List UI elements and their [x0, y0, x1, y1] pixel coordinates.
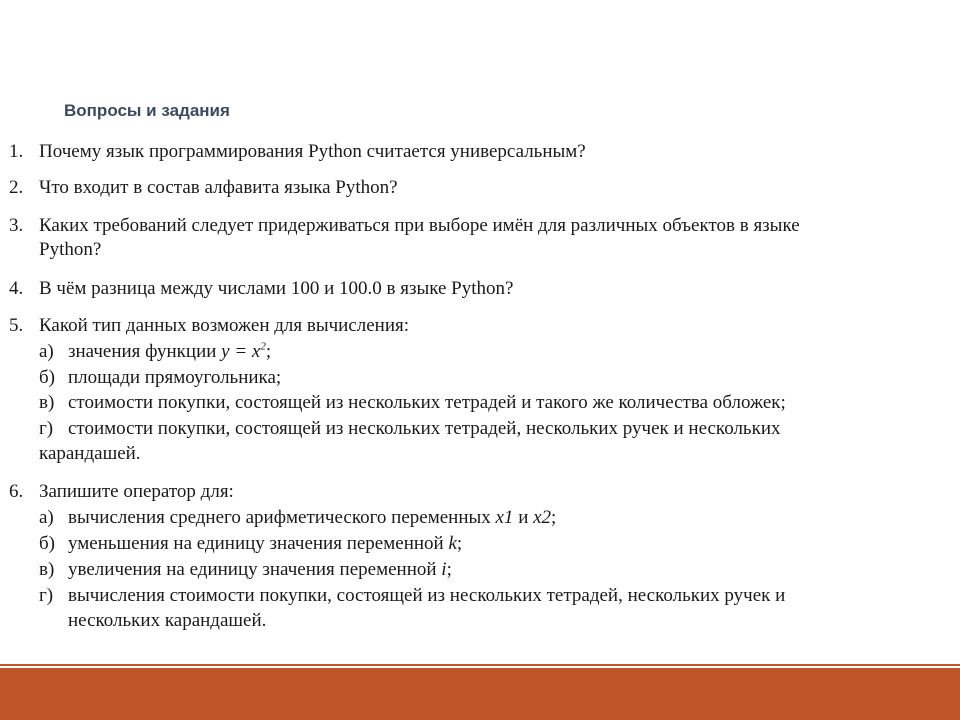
question-number: 1. [9, 141, 24, 162]
sub-item-text-line-2: нескольких карандашей. [68, 610, 267, 631]
sub-item-text: значения функции $y = x^2$; [68, 340, 272, 362]
sub-item-label: в) [39, 559, 55, 580]
sub-item-text: уменьшения на единицу значения переменной k; [68, 533, 463, 554]
variable-k: k [448, 533, 457, 554]
sub-item-label: в) [39, 392, 55, 413]
sub-item-label: г) [39, 418, 54, 439]
sub-item-text: площади прямоугольника; [68, 367, 282, 388]
question-number: 2. [9, 177, 24, 198]
sub-item-text-line-2: карандашей. [39, 443, 141, 464]
sub-item-label: б) [39, 367, 55, 388]
sub-item-text-line-1: стоимости покупки, состоящей из нескольких тетрадей, нескольких ручек и нескольких [68, 418, 781, 439]
formula: y = x [221, 341, 261, 362]
footer-bar [0, 668, 960, 720]
sub-item-label: г) [39, 585, 54, 606]
sub-item-label: а) [39, 341, 54, 362]
question-text: Почему язык программирования Python считается универсальным? [39, 141, 586, 162]
question-number: 3. [9, 215, 24, 236]
sub-item-text: стоимости покупки, состоящей из нескольких тетрадей и такого же количества обложек; [68, 392, 786, 413]
sub-item-text: вычисления среднего арифметического переменных x1 и x2; [68, 507, 557, 528]
question-text: Какой тип данных возможен для вычисления: [39, 315, 410, 336]
question-number: 5. [9, 315, 24, 336]
question-number: 6. [9, 481, 24, 502]
variable-x2: x2 [533, 507, 552, 528]
sub-item-text-line-1: вычисления стоимости покупки, состоящей из нескольких тетрадей, нескольких ручек и [68, 585, 786, 606]
formula-exponent: 2 [260, 340, 266, 353]
variable-x1: x1 [495, 507, 514, 528]
section-heading: Вопросы и задания [64, 101, 230, 120]
footer-divider [0, 664, 960, 666]
question-number: 4. [9, 278, 24, 299]
question-text-line-1: Каких требований следует придерживаться при выборе имён для различных объектов в языке [39, 215, 800, 236]
question-text: В чём разница между числами 100 и 100.0 в языке Python? [39, 278, 514, 299]
sub-item-label: б) [39, 533, 55, 554]
variable-i: i [441, 559, 447, 580]
question-text: Что входит в состав алфавита языка Python? [39, 177, 398, 198]
sub-item-label: а) [39, 507, 54, 528]
question-text-line-2: Python? [39, 239, 102, 260]
question-text: Запишите оператор для: [39, 481, 234, 502]
sub-item-text: увеличения на единицу значения переменной i; [68, 559, 452, 580]
